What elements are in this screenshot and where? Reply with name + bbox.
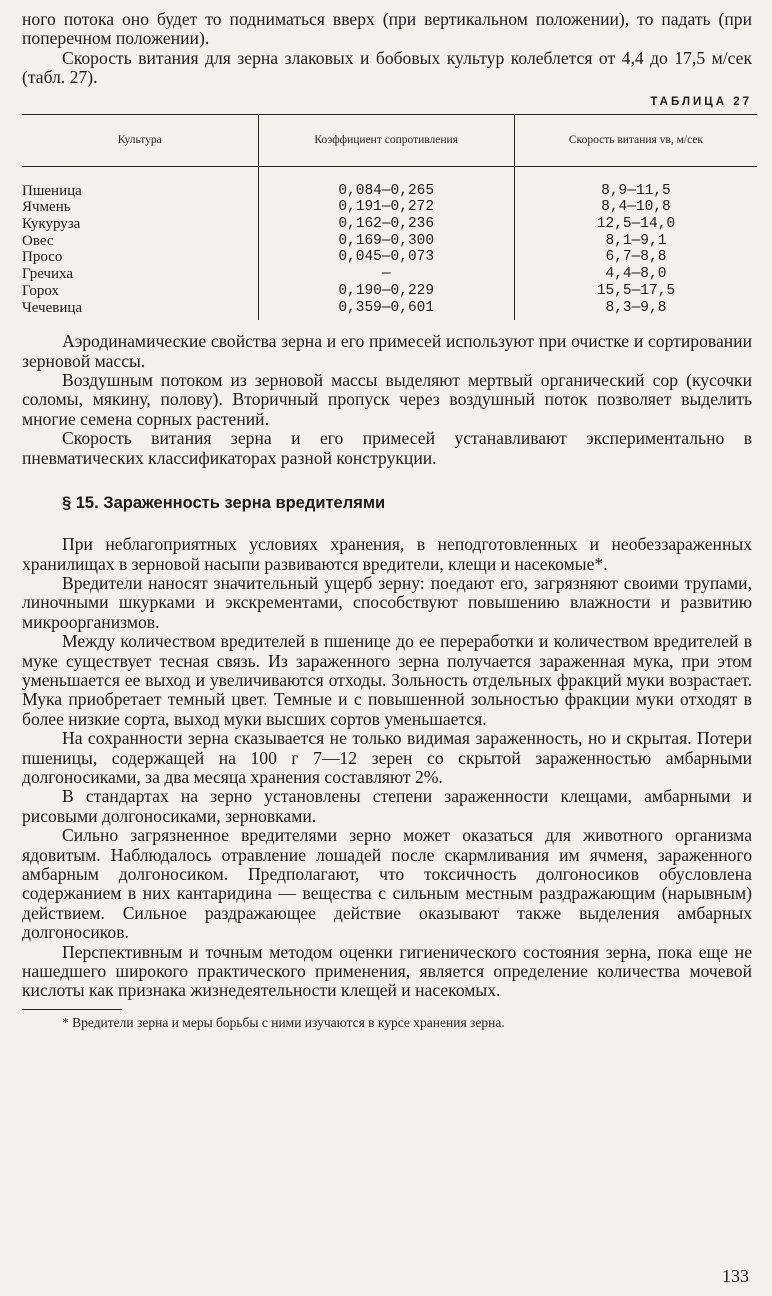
table-row [22,283,757,300]
header-resistance: Коэффициент сопротивления [258,114,514,166]
section-paragraph: Между количеством вредителей в пшенице до ее переработки и количеством вредителей в муке существует тесная связь. Из зараженного зерна получается зараженная мука, при этом уменьшается ее выход и увеличиваются отходы. Зольность отдельных фракций муки возрастает. Мука приобретает темный цвет. Темные и с повышенной зольностью фракции муки отходят в более низкие сорта, выход муки высших сортов уменьшается. [22,631,752,729]
cell-resistance: 0,045—0,073 [258,249,514,266]
header-culture: Культура [22,114,258,166]
table-row [22,199,757,216]
cell-resistance: — [258,266,514,283]
section-heading: § 15. Зараженность зерна вредителями [62,494,386,513]
table-row [22,233,757,250]
intro-paragraph-1: ного потока оно будет то подниматься вверх (при вертикальном положении), то падать (при поперечном положении). [22,9,752,49]
page [22,10,752,1031]
table-row [22,166,757,199]
cell-culture: Чечевица [22,299,83,316]
cell-culture: Гречиха [22,266,74,283]
table-row [22,216,757,233]
cell-culture: Горох [22,282,59,299]
cell-velocity: 4,4—8,0 [605,266,667,283]
cell-resistance: 0,162—0,236 [258,216,514,233]
page-number: 133 [722,1266,749,1286]
cell-resistance: 0,084—0,265 [258,166,514,199]
cell-culture: Пшеница [22,182,82,199]
cell-velocity: 8,3—9,8 [605,299,667,316]
section-paragraph: В стандартах на зерно установлены степени зараженности клещами, амбарными и рисовыми долгоносиками, зерновками. [22,786,752,826]
cell-velocity: 8,1—9,1 [605,232,667,249]
cell-velocity: 12,5—14,0 [596,216,676,233]
cell-velocity: 6,7—8,8 [605,249,667,266]
paragraph-air-flow: Воздушным потоком из зерновой массы выделяют мертвый органический сор (кусочки соломы, мякину, полову). Вторичный пропуск через воздушный поток позволяет выделить многие семена сорных растений. [22,370,752,429]
table-header-row [22,114,757,166]
cell-velocity: 8,9—11,5 [601,182,671,199]
cell-velocity: 15,5—17,5 [596,282,676,299]
section-paragraph: Сильно загрязненное вредителями зерно может оказаться для животного организма ядовитым. Наблюдалось отравление лошадей после скармливания им ячменя, зараженного амбарным долгоносиком. Предполагают, что токсичность долгоносиков обусловлена содержанием в них кантаридина — вещества с сильным местным раздражающим (нарывным) действием. Сильное раздражающее действие оказывают также выделения амбарных долгоносиков. [22,825,752,943]
section-paragraph: При неблагоприятных условиях хранения, в неподготовленных и необеззараженных хранилищах в зерновой насыпи развиваются вредители, клещи и насекомые*. [22,534,752,574]
footnote-rule [22,1009,122,1010]
section-paragraph: Перспективным и точным методом оценки гигиенического состояния зерна, пока еще не нашедшего широкого практического применения, является определение количества мочевой кислоты как признака жизнедеятельности клещей и насекомых. [22,941,752,1001]
cell-culture: Ячмень [22,199,71,216]
cell-resistance: 0,191—0,272 [258,199,514,216]
cell-velocity: 8,4—10,8 [601,199,671,216]
cell-resistance: 0,169—0,300 [258,233,514,250]
table-row [22,249,757,266]
cell-culture: Овес [22,232,54,249]
cell-resistance: 0,190—0,229 [258,283,514,300]
header-velocity: Скорость витания vв, м/сек [514,114,757,166]
intro-paragraph-2: Скорость витания для зерна злаковых и бобовых культур колеблется от 4,4 до 17,5 м/сек (табл. 27). [22,47,752,88]
paragraph-velocity: Скорость витания зерна и его примесей устанавливают экспериментально в пневматических классификаторах разной конструкции. [22,428,752,468]
section-paragraph: На сохранности зерна сказывается не только видимая зараженность, но и скрытая. Потери пшеницы, содержащей на 100 г 7—12 зерен со скрытой зараженностью амбарными долгоносиками, за два месяца хранения составляют 2%. [22,728,752,787]
footnote: * Вредители зерна и меры борьбы с ними изучаются в курсе хранения зерна. [62,1014,505,1030]
cell-resistance: 0,359—0,601 [258,300,514,321]
cell-culture: Просо [22,249,63,266]
table-row [22,266,757,283]
table-row [22,300,757,321]
cell-culture: Кукуруза [22,216,81,233]
data-table [22,114,757,321]
table-caption: ТАБЛИЦА 27 [650,95,752,108]
section-paragraph: Вредители наносят значительный ущерб зерну: поедают его, загрязняют своими трупами, линочными шкурками и экскрементами, способствуют повышению влажности и развитию микроорганизмов. [22,572,752,632]
paragraph-aerodynamics: Аэродинамические свойства зерна и его примесей используют при очистке и сортировании зерновой массы. [22,331,752,371]
